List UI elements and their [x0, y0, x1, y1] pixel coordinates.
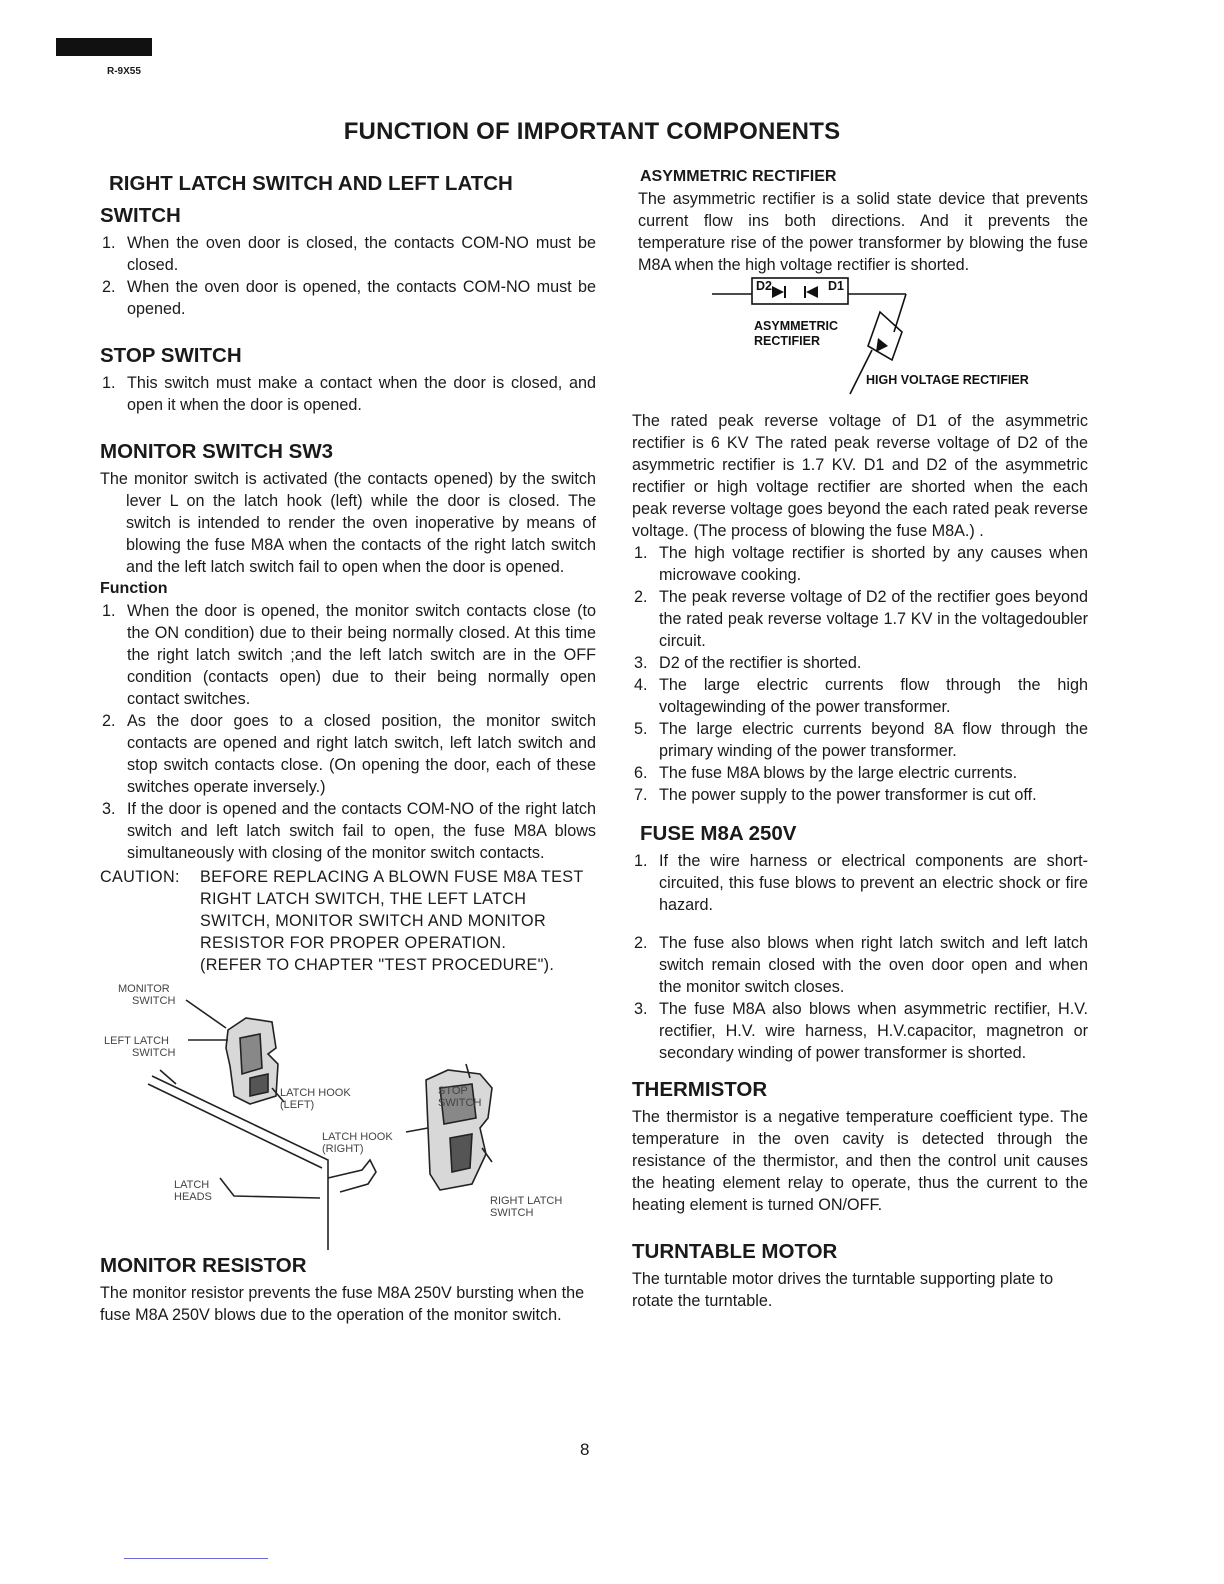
asymmetric-label-2: RECTIFIER — [754, 334, 820, 348]
asymmetric-rectifier-detail: The rated peak reverse voltage of D1 of the asymmetric rectifier is 6 KV The rated peak reverse voltage of D2 of the asymmetric rectifier is 1.7 KV. D1 and D2 of the asymmetric rectifier or high voltage rectifier are shorted when the each peak reverse voltage goes beyond the each rated peak reverse voltage. (The process of blowing the fuse M8A.) . — [632, 412, 1088, 540]
asymmetric-rectifier-text: The asymmetric rectifier is a solid state device that prevents current flow ins both directions. And it prevents the temperature rise of the power transformer by blowing the fuse M8A when the high voltage rectifier is shorted. — [638, 190, 1088, 274]
label-latch-heads-2: HEADS — [174, 1191, 212, 1203]
list-item: 2. The fuse also blows when right latch switch and left latch switch remain closed with the oven door open and when the monitor switch closes. — [634, 934, 1088, 996]
list-item: 2. When the oven door is opened, the contacts COM-NO must be opened. — [102, 278, 596, 318]
asymmetric-rectifier-heading: ASYMMETRIC RECTIFIER — [640, 168, 837, 185]
label-stop-switch-1: STOP — [438, 1085, 468, 1097]
fuse-heading: FUSE M8A 250V — [640, 822, 797, 845]
page-title: FUNCTION OF IMPORTANT COMPONENTS — [343, 118, 841, 145]
list-item: 1. If the wire harness or electrical components are short-circuited, this fuse blows to prevent an electric shock or fire hazard. — [634, 852, 1088, 914]
label-monitor-switch-2: SWITCH — [132, 995, 176, 1007]
right-column — [632, 166, 1088, 1312]
label-latch-hook-left-1: LATCH HOOK — [280, 1087, 351, 1099]
list-item: 1. This switch must make a contact when the door is closed, and open it when the door is opened. — [102, 374, 596, 414]
list-item: 4. The large electric currents flow through the high voltagewinding of the power transformer. — [634, 676, 1088, 716]
list-item: 3. The fuse M8A also blows when asymmetric rectifier, H.V. rectifier, H.V. wire harness, H.V.capacitor, magnetron or secondary winding of power transformer is shorted. — [634, 1000, 1088, 1062]
label-right-latch-1: RIGHT LATCH — [490, 1195, 563, 1207]
caution-reference: (REFER TO CHAPTER "TEST PROCEDURE"). — [200, 956, 555, 974]
label-left-latch-2: SWITCH — [132, 1047, 176, 1059]
caution-note — [100, 866, 596, 976]
hv-rectifier-icon — [876, 338, 888, 352]
latch-heading-line2: SWITCH — [100, 204, 181, 227]
monitor-function-list — [100, 600, 596, 864]
label-monitor-switch-1: MONITOR — [118, 983, 170, 995]
list-item: 2. The peak reverse voltage of D2 of the rectifier goes beyond the rated peak reverse voltage 1.7 KV in the voltagedoubler circuit. — [634, 588, 1088, 650]
label-latch-heads-1: LATCH — [174, 1179, 210, 1191]
switch-assembly-figure — [100, 978, 596, 1250]
page-number: 8 — [580, 1440, 590, 1459]
diode-d1-label: D1 — [828, 279, 844, 293]
footer-rule — [124, 1558, 268, 1559]
diode-d2-label: D2 — [756, 279, 772, 293]
label-left-latch-1: LEFT LATCH — [104, 1035, 169, 1047]
fuse-list — [632, 850, 1088, 1064]
diode-d2-icon — [772, 286, 784, 298]
list-item: 1. The high voltage rectifier is shorted by any causes when microwave cooking. — [634, 544, 1088, 584]
stop-switch-heading: STOP SWITCH — [100, 344, 242, 367]
caution-label: CAUTION: — [100, 868, 180, 886]
latch-list — [100, 232, 596, 320]
list-item: 1. When the door is opened, the monitor switch contacts close (to the ON condition) due to their being normally closed. At this time the right latch switch ;and the left latch switch are in the OFF condition (contacts open) due to their being normally open contact switches. — [102, 602, 596, 708]
hv-rectifier-label: HIGH VOLTAGE RECTIFIER — [866, 373, 1029, 387]
latch-heading-line1: RIGHT LATCH SWITCH AND LEFT LATCH — [109, 172, 513, 195]
diode-d1-icon — [806, 286, 818, 298]
left-column — [100, 168, 596, 1326]
stop-list — [100, 372, 596, 416]
list-item: 3. If the door is opened and the contacts COM-NO of the right latch switch and left latch switch fail to open, the fuse M8A blows simultaneously with closing of the monitor switch contacts. — [102, 800, 596, 862]
label-latch-hook-left-2: (LEFT) — [280, 1099, 315, 1111]
asymmetric-label-1: ASYMMETRIC — [754, 319, 839, 333]
label-right-latch-2: SWITCH — [490, 1207, 534, 1219]
monitor-switch-heading: MONITOR SWITCH SW3 — [100, 440, 334, 463]
turntable-motor-heading: TURNTABLE MOTOR — [632, 1240, 838, 1263]
model-number: R-9X55 — [107, 66, 141, 77]
header-tab-mark — [56, 38, 152, 56]
list-item: 1. When the oven door is closed, the contacts COM-NO must be closed. — [102, 234, 596, 274]
label-stop-switch-2: SWITCH — [438, 1097, 482, 1109]
monitor-switch-intro: The monitor switch is activated (the contacts opened) by the switch lever L on the latch hook (left) while the door is closed. The switch is intended to render the oven inoperative by means of blowing the fuse M8A when the contacts of the right latch switch and the left latch switch fail to open when the door is opened. — [100, 470, 596, 576]
latch-head-hook — [328, 1160, 376, 1192]
list-item: 6. The fuse M8A blows by the large electric currents. — [634, 764, 1018, 782]
function-subheading: Function — [100, 580, 168, 597]
list-item: 7. The power supply to the power transformer is cut off. — [634, 786, 1037, 804]
thermistor-heading: THERMISTOR — [632, 1078, 768, 1101]
caution-text: BEFORE REPLACING A BLOWN FUSE M8A TEST RIGHT LATCH SWITCH, THE LEFT LATCH SWITCH, MONITOR SWITCH AND MONITOR RESISTOR FOR PROPER OPERATION. — [200, 868, 584, 952]
fuse-blow-process-list — [632, 542, 1088, 806]
turntable-motor-text: The turntable motor drives the turntable supporting plate to rotate the turntable. — [632, 1270, 1054, 1310]
rectifier-diagram — [632, 276, 1088, 402]
thermistor-text: The thermistor is a negative temperature coefficient type. The temperature in the oven cavity is detected through the resistance of the thermistor, and then the control unit causes the heating element relay to operate, thus the current to the heating element is turned ON/OFF. — [632, 1108, 1088, 1214]
monitor-resistor-heading: MONITOR RESISTOR — [100, 1254, 307, 1277]
list-item: 3. D2 of the rectifier is shorted. — [634, 654, 862, 672]
label-latch-hook-right-1: LATCH HOOK — [322, 1131, 393, 1143]
list-item: 2. As the door goes to a closed position, the monitor switch contacts are opened and right latch switch, left latch switch and stop switch contacts close. (On opening the door, each of these switches operate inversely.) — [102, 712, 596, 796]
monitor-resistor-text: The monitor resistor prevents the fuse M8A 250V bursting when the fuse M8A 250V blows due to the operation of the monitor switch. — [100, 1284, 585, 1324]
label-latch-hook-right-2: (RIGHT) — [322, 1143, 364, 1155]
list-item: 5. The large electric currents beyond 8A flow through the primary winding of the power transformer. — [634, 720, 1088, 760]
